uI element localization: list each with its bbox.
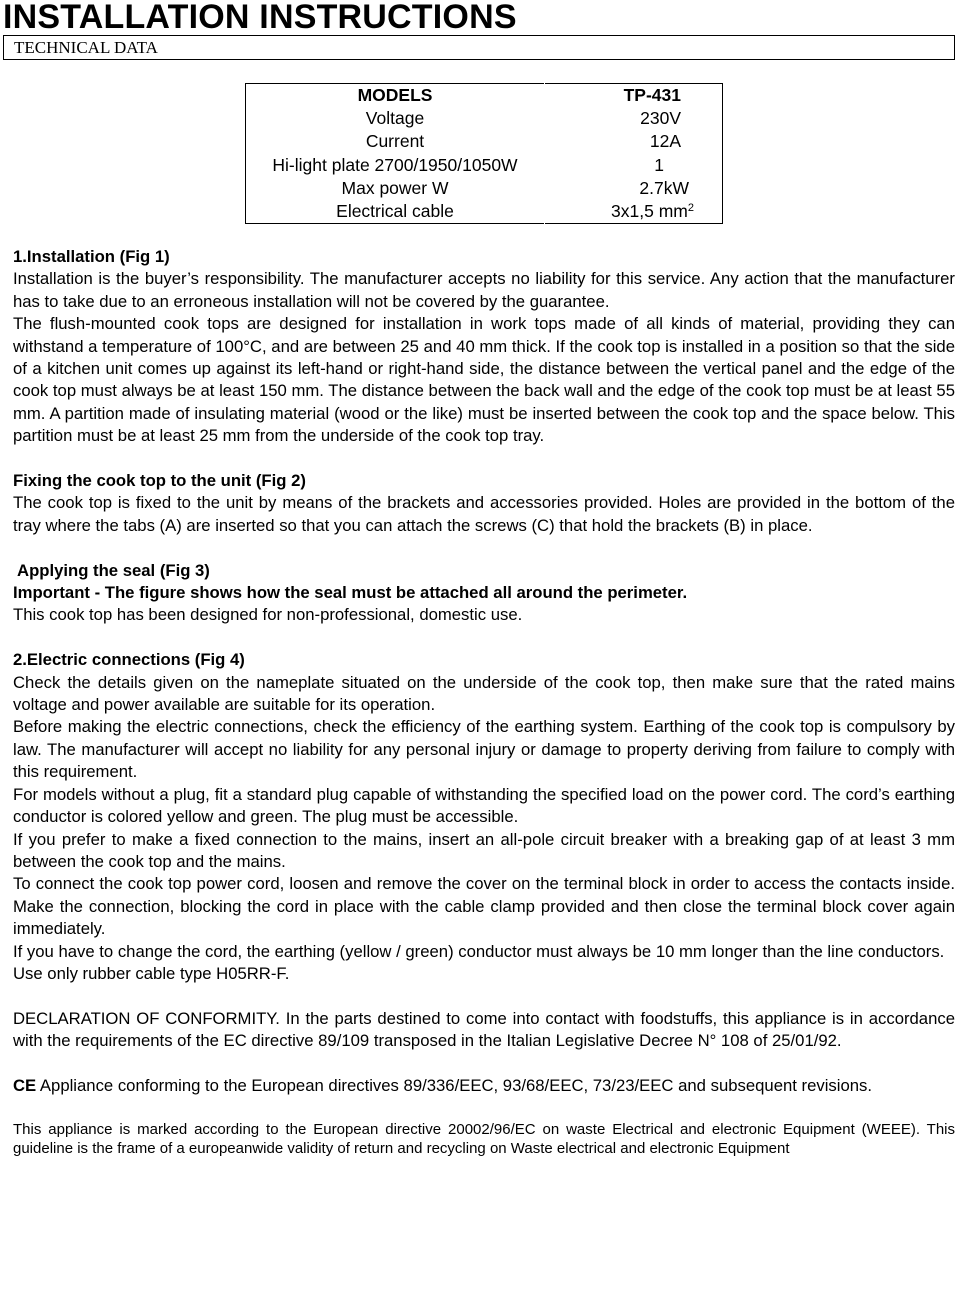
electric-paragraph: To connect the cook top power cord, loosen and remove the cover on the terminal block in order to access the contacts inside. Make the connection, blocking the cord in place with the cable clamp provided and then close the terminal block cover again immediately. xyxy=(13,874,955,939)
electric-heading: 2.Electric connections (Fig 4) xyxy=(13,650,245,670)
fixing-heading: Fixing the cook top to the unit (Fig 2) xyxy=(13,471,306,491)
table-row xyxy=(246,107,723,130)
table-row xyxy=(246,84,723,108)
installation-heading: 1.Installation (Fig 1) xyxy=(13,247,170,266)
electric-paragraph: Check the details given on the nameplate situated on the underside of the cook top, then make sure that the rated mains voltage and power available are suitable for its operation. xyxy=(13,672,955,715)
spec-key: Voltage xyxy=(246,107,545,130)
spec-value: 1 xyxy=(654,154,664,175)
spec-value xyxy=(545,200,723,224)
technical-data-box xyxy=(3,35,955,60)
spec-value-superscript: 2 xyxy=(687,202,694,215)
spec-value: 230V xyxy=(640,108,681,129)
electric-paragraph: For models without a plug, fit a standard plug capable of withstanding the specified load on the power cord. The cord’s earthing conductor is colored yellow and green. The plug must be accessible. xyxy=(13,784,955,827)
weee-paragraph: This appliance is marked according to the European directive 20002/96/EC on waste Electrical and electronic Equipment (WEEE). This guideline is the frame of a europeanwide validity of return and recycling on Waste electrical and electronic Equipment xyxy=(13,1120,955,1158)
electric-paragraph: Use only rubber cable type H05RR-F. xyxy=(13,963,290,983)
spec-key: Electrical cable xyxy=(246,200,545,224)
ce-text: Appliance conforming to the European directives 89/336/EEC, 93/68/EEC, 73/23/EEC and subsequent revisions. xyxy=(36,1075,873,1095)
electric-paragraph: Before making the electric connections, check the efficiency of the earthing system. Earthing of the cook top is compulsory by law. The manufacturer will accept no liability for any personal injury or damage to property deriving from failure to comply with this requirement. xyxy=(13,717,955,782)
spec-value: 2.7kW xyxy=(639,177,689,198)
technical-data-label: TECHNICAL DATA xyxy=(14,38,158,57)
electric-paragraph: If you have to change the cord, the earthing (yellow / green) conductor must always be 10 mm longer than the line conductors. xyxy=(13,941,945,961)
fixing-paragraph: The cook top is fixed to the unit by means of the brackets and accessories provided. Holes are provided in the bottom of the tray where the tabs (A) are inserted so that you can attach the screws (C) that hold the brackets (B) in place. xyxy=(13,493,955,535)
table-row xyxy=(246,154,723,177)
spec-value: TP-431 xyxy=(623,85,681,106)
table-row xyxy=(246,177,723,200)
table-row xyxy=(246,200,723,224)
page-title: INSTALLATION INSTRUCTIONS xyxy=(3,0,517,36)
spec-key: MODELS xyxy=(246,84,545,108)
seal-heading: Applying the seal (Fig 3) xyxy=(13,560,210,580)
seal-paragraph: This cook top has been designed for non-professional, domestic use. xyxy=(13,605,523,625)
electric-paragraph: If you prefer to make a fixed connection to the mains, insert an all-pole circuit breaker with a breaking gap of at least 3 mm between the cook top and the mains. xyxy=(13,829,955,871)
spec-value-text: 3x1,5 mm xyxy=(611,201,688,222)
ce-mark: CE xyxy=(13,1075,37,1095)
document-body xyxy=(13,246,955,1159)
installation-paragraph-1: Installation is the buyer’s responsibility. The manufacturer accepts no liability for this service. Any action that the manufacturer has to take due to an erroneous installation will not be covered by the guarantee. xyxy=(13,269,955,311)
spec-key: Hi-light plate 2700/1950/1050W xyxy=(246,154,545,177)
ce-paragraph xyxy=(13,1075,955,1097)
spec-value: 12A xyxy=(649,131,681,152)
seal-important-note: Important - The figure shows how the seal must be attached all around the perimeter. xyxy=(13,583,688,603)
installation-paragraph-2: The flush-mounted cook tops are designed for installation in work tops made of all kinds of material, providing they can withstand a temperature of 100°C, and are between 25 and 40 mm thick. If the cook top is installed in a position so that the side of a kitchen unit comes up against its left-hand or right-hand side, the distance between the vertical panel and the edge of the cook top must always be at least 150 mm. The distance between the back wall and the edge of the cook top must be at least 55 mm. A partition made of insulating material (wood or the like) must be inserted between the cook top and the space below. This partition must be at least 25 mm from the underside of the cook top tray. xyxy=(13,314,955,446)
table-row xyxy=(246,130,723,153)
specs-table xyxy=(245,83,723,224)
declaration-paragraph: DECLARATION OF CONFORMITY. In the parts destined to come into contact with foodstuffs, this appliance is in accordance with the requirements of the EC directive 89/109 transposed in the Italian Legislative Decree N° 108 of 25/01/92. xyxy=(13,1008,955,1051)
spec-key: Current xyxy=(246,130,545,153)
spec-key: Max power W xyxy=(246,177,545,200)
